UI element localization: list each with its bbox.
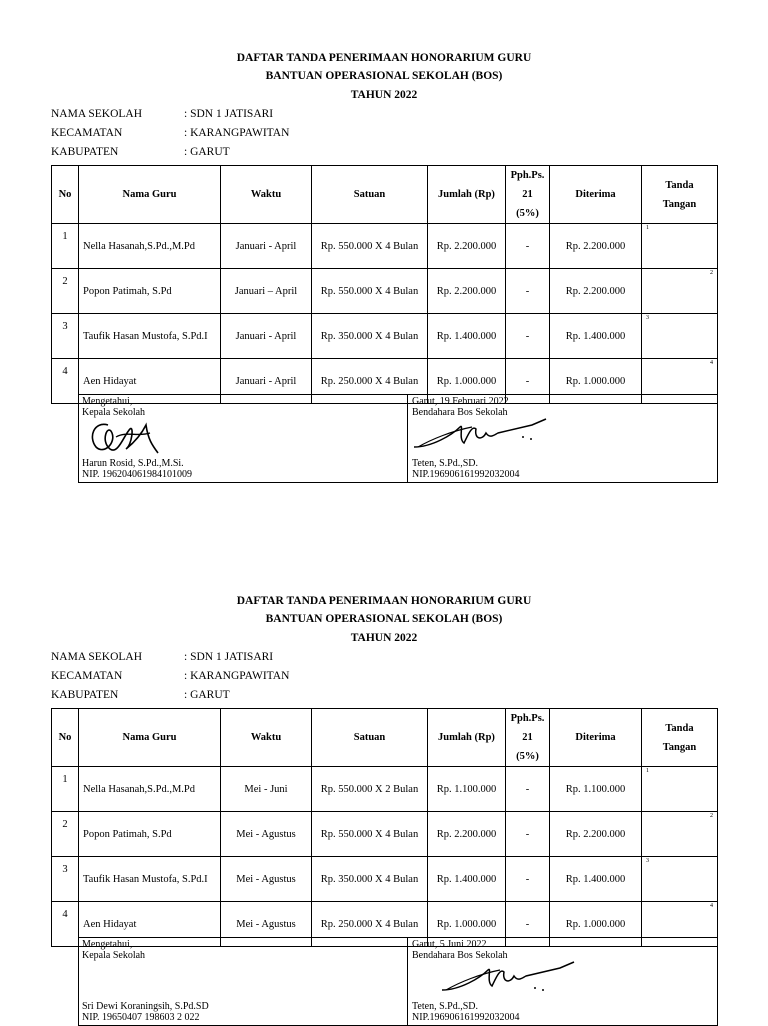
header-satuan: Satuan bbox=[312, 709, 428, 767]
info-value: : GARUT bbox=[184, 689, 230, 701]
document-year: TAHUN 2022 bbox=[350, 632, 418, 644]
cell-satuan: Rp. 550.000 X 2 Bulan bbox=[312, 767, 428, 812]
principal-nip: NIP. 196204061984101009 bbox=[82, 469, 193, 480]
header-no: No bbox=[52, 709, 79, 767]
cell-no: 1 bbox=[52, 224, 79, 269]
cell-satuan: Rp. 350.000 X 4 Bulan bbox=[312, 857, 428, 902]
header-nama-guru: Nama Guru bbox=[79, 709, 221, 767]
cell-satuan: Rp. 550.000 X 4 Bulan bbox=[312, 269, 428, 314]
cell-diterima: Rp. 2.200.000 bbox=[550, 269, 642, 314]
header-no: No bbox=[52, 166, 79, 224]
table-header-row bbox=[52, 709, 718, 767]
info-label: KECAMATAN bbox=[51, 670, 123, 682]
header-jumlah: Jumlah (Rp) bbox=[428, 709, 506, 767]
cell-nama: Taufik Hasan Mustofa, S.Pd.I bbox=[79, 314, 221, 359]
document-subtitle: BANTUAN OPERASIONAL SEKOLAH (BOS) bbox=[265, 613, 503, 625]
cell-diterima: Rp. 1.400.000 bbox=[550, 314, 642, 359]
cell-diterima: Rp. 1.100.000 bbox=[550, 767, 642, 812]
signature-number: 2 bbox=[710, 270, 713, 276]
cell-waktu: Mei - Agustus bbox=[221, 812, 312, 857]
principal-signature bbox=[86, 415, 166, 459]
header-pph-line: (5%) bbox=[516, 751, 539, 762]
cell-jumlah: Rp. 2.200.000 bbox=[428, 224, 506, 269]
table-row bbox=[52, 767, 718, 812]
cell-waktu: Mei - Juni bbox=[221, 767, 312, 812]
cell-waktu: Januari - April bbox=[221, 224, 312, 269]
acknowledge-label: Mengetahui, bbox=[82, 396, 133, 407]
cell-jumlah: Rp. 1.400.000 bbox=[428, 857, 506, 902]
cell-waktu: Januari - April bbox=[221, 314, 312, 359]
info-value: : SDN 1 JATISARI bbox=[184, 651, 274, 663]
cell-nama: Aen Hidayat bbox=[79, 359, 221, 404]
info-value: : SDN 1 JATISARI bbox=[184, 108, 274, 120]
cell-diterima: Rp. 2.200.000 bbox=[550, 812, 642, 857]
table-row bbox=[52, 269, 718, 314]
header-jumlah: Jumlah (Rp) bbox=[428, 166, 506, 224]
cell-waktu: Januari - April bbox=[221, 359, 312, 404]
header-pph-line: 21 bbox=[522, 189, 533, 200]
treasurer-title: Bendahara Bos Sekolah bbox=[412, 407, 508, 418]
treasurer-name: Teten, S.Pd.,SD. bbox=[412, 1001, 478, 1012]
table-row bbox=[52, 224, 718, 269]
signature-left bbox=[82, 395, 402, 482]
signature-right bbox=[412, 395, 712, 482]
cell-pph: - bbox=[506, 812, 550, 857]
signature-block bbox=[78, 937, 718, 1026]
cell-signature bbox=[642, 857, 718, 902]
cell-signature bbox=[642, 314, 718, 359]
cell-satuan: Rp. 350.000 X 4 Bulan bbox=[312, 314, 428, 359]
cell-satuan: Rp. 550.000 X 4 Bulan bbox=[312, 812, 428, 857]
header-tanda-tangan bbox=[642, 166, 718, 224]
table-row bbox=[52, 857, 718, 902]
signature-right bbox=[412, 938, 712, 1025]
signature-block bbox=[78, 394, 718, 483]
signature-number: 4 bbox=[710, 360, 713, 366]
signature-left bbox=[82, 938, 402, 1025]
cell-jumlah: Rp. 1.100.000 bbox=[428, 767, 506, 812]
header-pph-line: 21 bbox=[522, 732, 533, 743]
cell-nama: Aen Hidayat bbox=[79, 902, 221, 947]
cell-no: 2 bbox=[52, 269, 79, 314]
table-row bbox=[52, 812, 718, 857]
cell-no: 4 bbox=[52, 902, 79, 947]
header-waktu: Waktu bbox=[221, 166, 312, 224]
principal-name: Harun Rosid, S.Pd.,M.Si. bbox=[82, 458, 184, 469]
header-diterima: Diterima bbox=[550, 166, 642, 224]
header-satuan: Satuan bbox=[312, 166, 428, 224]
cell-waktu: Mei - Agustus bbox=[221, 902, 312, 947]
cell-pph: - bbox=[506, 224, 550, 269]
cell-nama: Taufik Hasan Mustofa, S.Pd.I bbox=[79, 857, 221, 902]
document-title: DAFTAR TANDA PENERIMAAN HONORARIUM GURU bbox=[236, 52, 532, 64]
document-year: TAHUN 2022 bbox=[350, 89, 418, 101]
signature-number: 3 bbox=[646, 315, 649, 321]
principal-nip: NIP. 19650407 198603 2 022 bbox=[82, 1012, 200, 1023]
info-label: KECAMATAN bbox=[51, 127, 123, 139]
header-pph bbox=[506, 166, 550, 224]
header-tanda-line: Tanda bbox=[665, 722, 694, 734]
cell-satuan: Rp. 250.000 X 4 Bulan bbox=[312, 902, 428, 947]
signature-number: 1 bbox=[646, 768, 649, 774]
treasurer-nip: NIP.196906161992032004 bbox=[412, 1012, 520, 1023]
principal-name: Sri Dewi Koraningsih, S.Pd.SD bbox=[82, 1001, 209, 1012]
cell-no: 2 bbox=[52, 812, 79, 857]
header-waktu: Waktu bbox=[221, 709, 312, 767]
header-tanda-line: Tangan bbox=[662, 741, 697, 753]
signature-number: 1 bbox=[646, 225, 649, 231]
info-label: KABUPATEN bbox=[51, 689, 119, 701]
cell-jumlah: Rp. 1.000.000 bbox=[428, 902, 506, 947]
header-pph-line: Pph.Ps. bbox=[510, 170, 545, 181]
info-label: NAMA SEKOLAH bbox=[51, 108, 143, 120]
signature-number: 3 bbox=[646, 858, 649, 864]
header-tanda-tangan bbox=[642, 709, 718, 767]
signature-divider bbox=[407, 938, 408, 1025]
cell-diterima: Rp. 1.000.000 bbox=[550, 359, 642, 404]
treasurer-signature bbox=[412, 417, 552, 455]
header-diterima: Diterima bbox=[550, 709, 642, 767]
cell-pph: - bbox=[506, 902, 550, 947]
cell-diterima: Rp. 1.000.000 bbox=[550, 902, 642, 947]
honorarium-table bbox=[51, 708, 718, 947]
cell-nama: Popon Patimah, S.Pd bbox=[79, 812, 221, 857]
cell-signature bbox=[642, 767, 718, 812]
info-value: : KARANGPAWITAN bbox=[184, 670, 290, 682]
header-nama-guru: Nama Guru bbox=[79, 166, 221, 224]
cell-pph: - bbox=[506, 269, 550, 314]
header-pph bbox=[506, 709, 550, 767]
signature-divider bbox=[407, 395, 408, 482]
place-date: Garut, 5 Juni 2022 bbox=[412, 939, 487, 950]
info-label: NAMA SEKOLAH bbox=[51, 651, 143, 663]
cell-signature bbox=[642, 812, 718, 857]
cell-diterima: Rp. 2.200.000 bbox=[550, 224, 642, 269]
cell-nama: Nella Hasanah,S.Pd.,M.Pd bbox=[79, 767, 221, 812]
cell-satuan: Rp. 250.000 X 4 Bulan bbox=[312, 359, 428, 404]
cell-nama: Nella Hasanah,S.Pd.,M.Pd bbox=[79, 224, 221, 269]
principal-title: Kepala Sekolah bbox=[82, 407, 146, 418]
cell-no: 1 bbox=[52, 767, 79, 812]
cell-signature bbox=[642, 224, 718, 269]
signature-number: 2 bbox=[710, 813, 713, 819]
cell-satuan: Rp. 550.000 X 4 Bulan bbox=[312, 224, 428, 269]
principal-title: Kepala Sekolah bbox=[82, 950, 146, 961]
header-tanda-line: Tangan bbox=[662, 198, 697, 210]
treasurer-title: Bendahara Bos Sekolah bbox=[412, 950, 508, 961]
info-value: : GARUT bbox=[184, 146, 230, 158]
header-tanda-line: Tanda bbox=[665, 179, 694, 191]
document-title: DAFTAR TANDA PENERIMAAN HONORARIUM GURU bbox=[236, 595, 532, 607]
cell-no: 4 bbox=[52, 359, 79, 404]
cell-nama: Popon Patimah, S.Pd bbox=[79, 269, 221, 314]
acknowledge-label: Mengetahui, bbox=[82, 939, 133, 950]
cell-pph: - bbox=[506, 314, 550, 359]
cell-waktu: Mei - Agustus bbox=[221, 857, 312, 902]
cell-waktu: Januari – April bbox=[221, 269, 312, 314]
cell-jumlah: Rp. 2.200.000 bbox=[428, 269, 506, 314]
cell-pph: - bbox=[506, 857, 550, 902]
document-subtitle: BANTUAN OPERASIONAL SEKOLAH (BOS) bbox=[265, 70, 503, 82]
cell-pph: - bbox=[506, 767, 550, 812]
info-value: : KARANGPAWITAN bbox=[184, 127, 290, 139]
place-date: Garut, 19 Februari 2022 bbox=[412, 396, 509, 407]
table-row bbox=[52, 314, 718, 359]
table-header-row bbox=[52, 166, 718, 224]
cell-pph: - bbox=[506, 359, 550, 404]
cell-jumlah: Rp. 1.000.000 bbox=[428, 359, 506, 404]
header-pph-line: (5%) bbox=[516, 208, 539, 219]
cell-no: 3 bbox=[52, 314, 79, 359]
header-pph-line: Pph.Ps. bbox=[510, 713, 545, 724]
cell-jumlah: Rp. 1.400.000 bbox=[428, 314, 506, 359]
cell-jumlah: Rp. 2.200.000 bbox=[428, 812, 506, 857]
cell-no: 3 bbox=[52, 857, 79, 902]
cell-diterima: Rp. 1.400.000 bbox=[550, 857, 642, 902]
treasurer-signature bbox=[440, 960, 580, 998]
treasurer-nip: NIP.196906161992032004 bbox=[412, 469, 520, 480]
signature-number: 4 bbox=[710, 903, 713, 909]
info-label: KABUPATEN bbox=[51, 146, 119, 158]
cell-signature bbox=[642, 269, 718, 314]
treasurer-name: Teten, S.Pd.,SD. bbox=[412, 458, 478, 469]
honorarium-table bbox=[51, 165, 718, 404]
